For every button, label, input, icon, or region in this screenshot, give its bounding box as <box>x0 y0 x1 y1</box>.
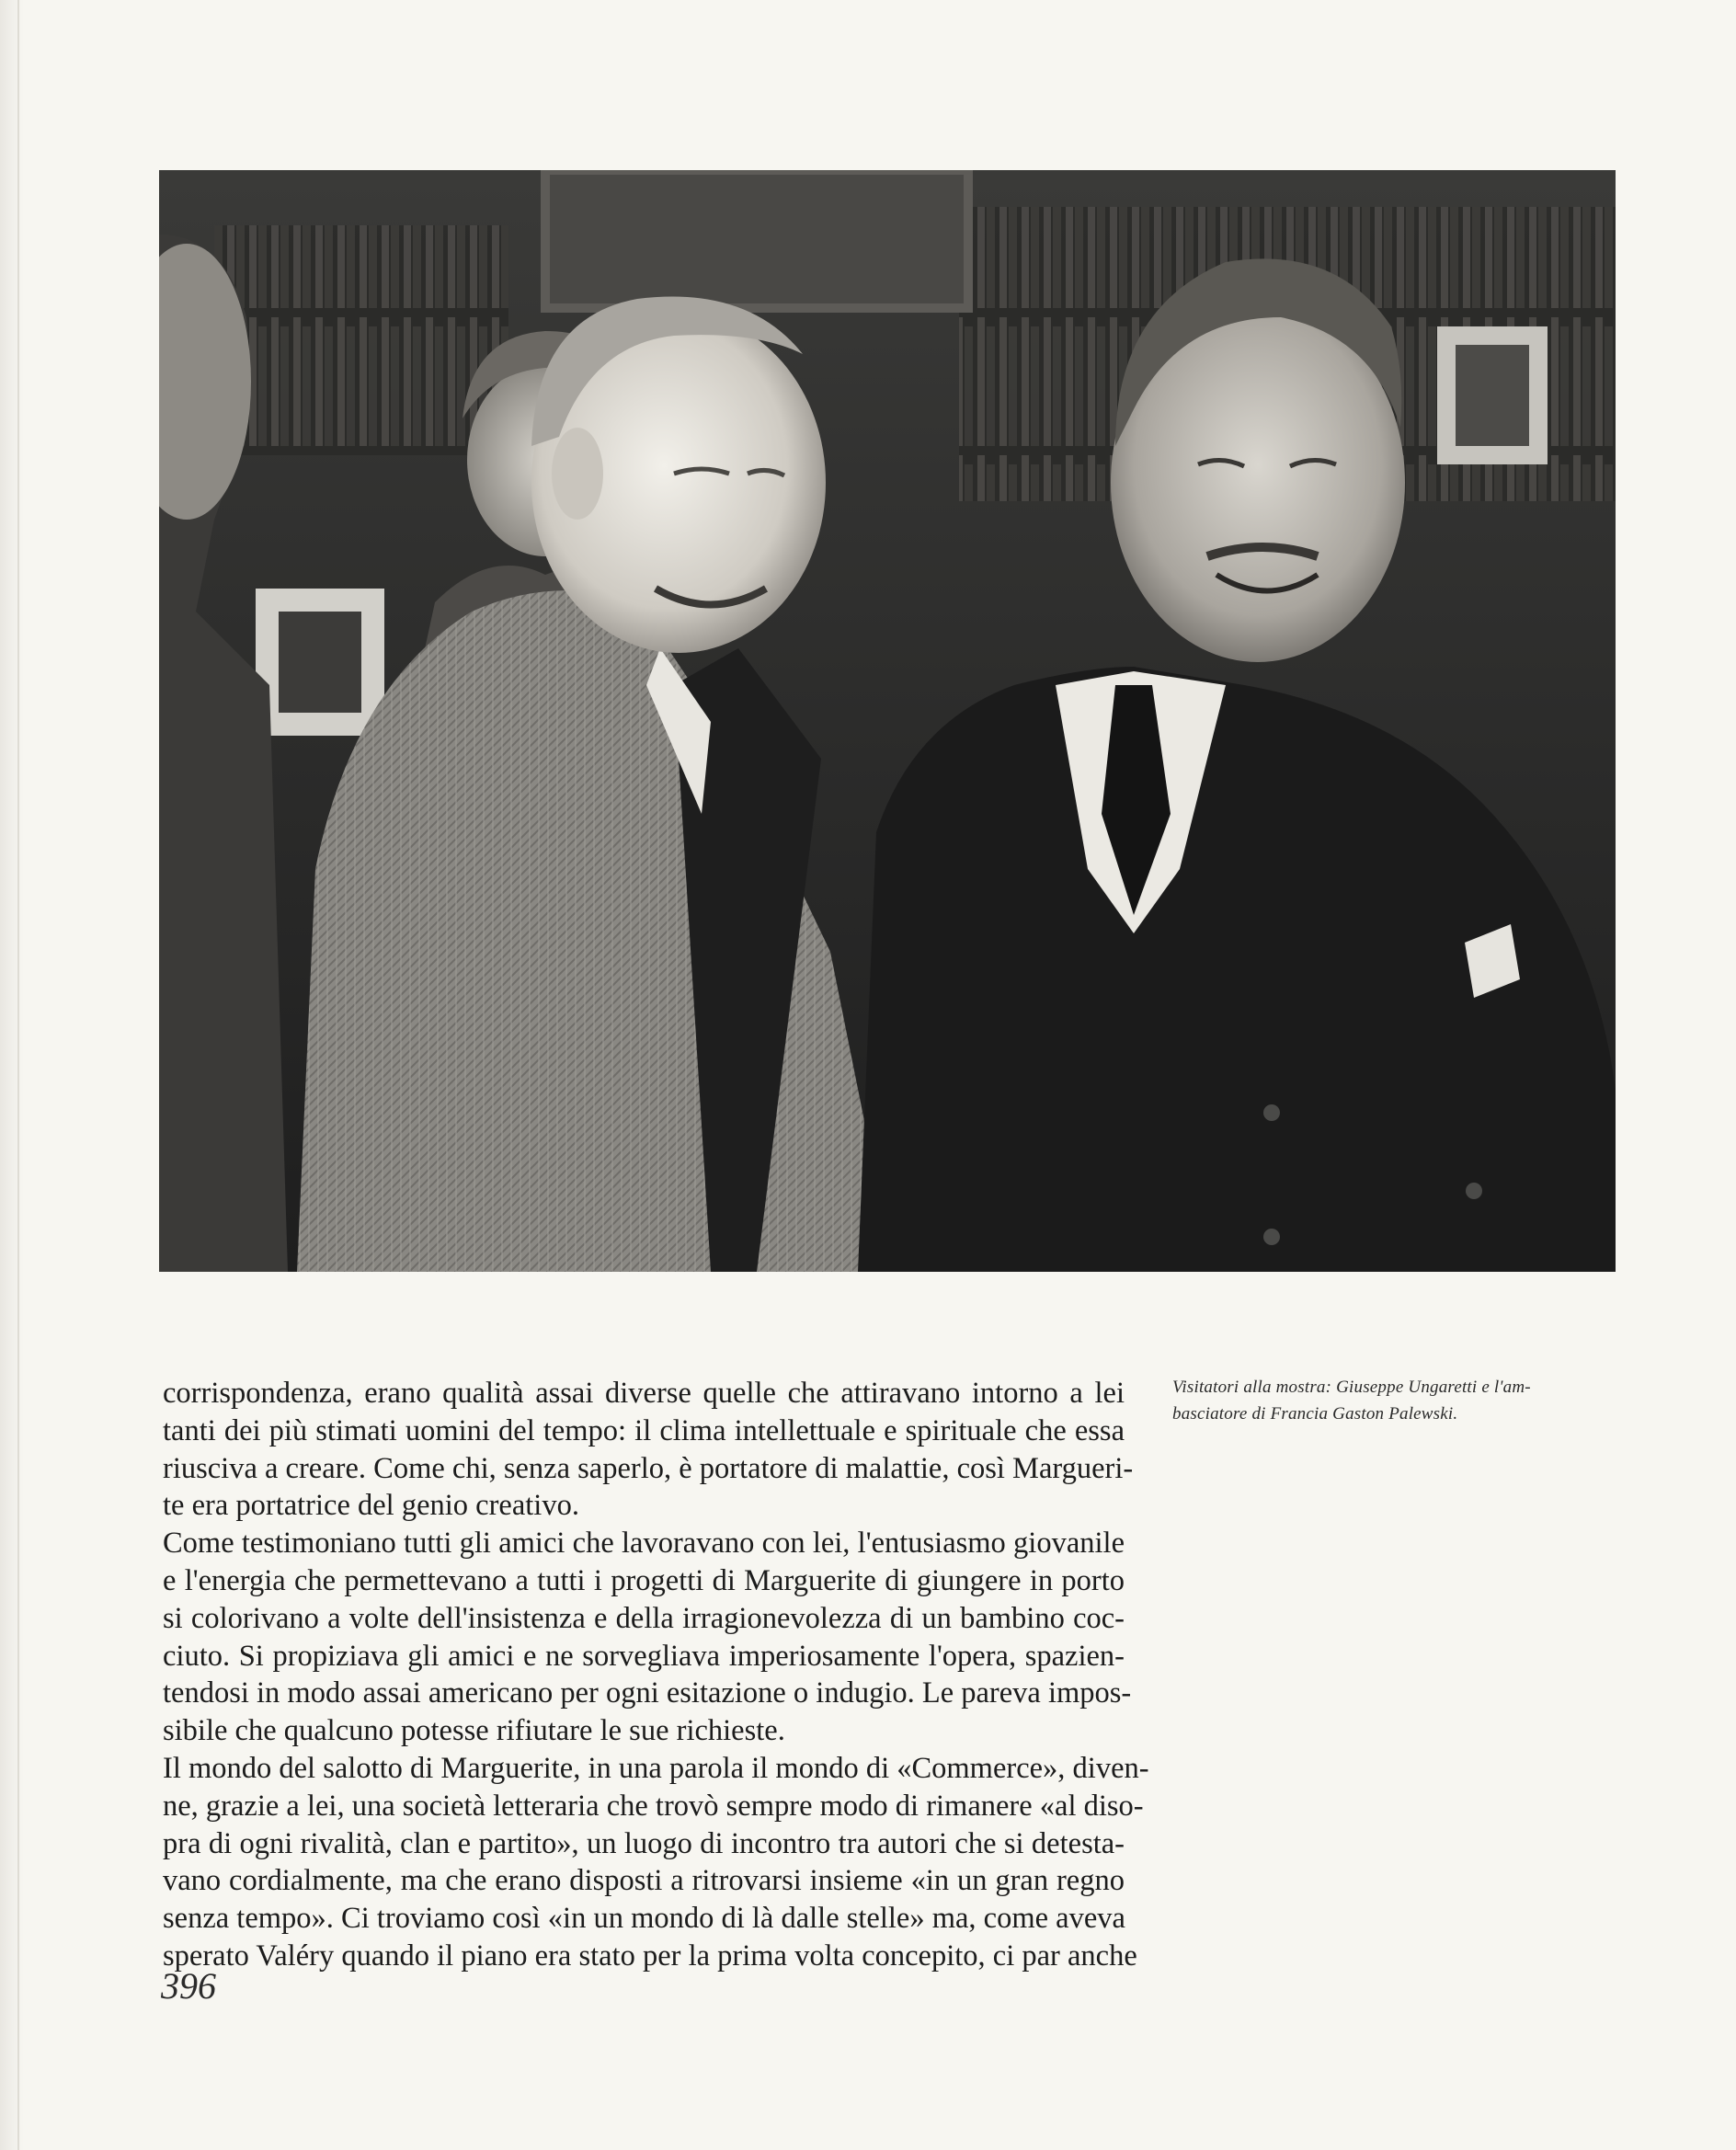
body-line: Come testimoniano tutti gli amici che lavoravano con lei, l'entusiasmo giovanile <box>163 1527 1125 1561</box>
photo-caption <box>1172 1374 1632 1427</box>
body-line: te era portatrice del genio creativo. <box>163 1489 579 1523</box>
body-line: tendosi in modo assai americano per ogni esitazione o indugio. Le pareva impos- <box>163 1676 1132 1710</box>
body-line: riusciva a creare. Come chi, senza saperlo, è portatore di malattie, così Margueri- <box>163 1451 1134 1485</box>
body-line: pra di ogni rivalità, clan e partito», un luogo di incontro tra autori che si detesta- <box>163 1826 1125 1860</box>
page-number: 396 <box>161 1965 216 2007</box>
body-line: ciuto. Si propiziava gli amici e ne sorvegliava imperiosamente l'opera, spazien- <box>163 1639 1125 1673</box>
body-line: sperato Valéry quando il piano era stato per la prima volta concepito, ci par anche <box>163 1938 1137 1973</box>
body-line: e l'energia che permettevano a tutti i progetti di Marguerite di giungere in porto <box>163 1563 1125 1597</box>
page-edge-shadow <box>0 0 24 2150</box>
exhibition-photograph <box>159 170 1616 1272</box>
page-edge-line <box>17 0 19 2150</box>
body-line: ne, grazie a lei, una società letteraria che trovò sempre modo di rimanere «al diso- <box>163 1789 1144 1823</box>
caption-line: Visitatori alla mostra: Giuseppe Ungaretti e l'am- <box>1172 1378 1531 1397</box>
body-line: si colorivano a volte dell'insistenza e della irragionevolezza di un bambino coc- <box>163 1601 1125 1635</box>
body-line: tanti dei più stimati uomini del tempo: il clima intellettuale e spirituale che essa <box>163 1413 1125 1447</box>
caption-line: basciatore di Francia Gaston Palewski. <box>1172 1404 1458 1424</box>
body-line: senza tempo». Ci troviamo così «in un mondo di là dalle stelle» ma, come aveva <box>163 1902 1125 1936</box>
photograph-illustration <box>159 170 1616 1272</box>
body-line: corrispondenza, erano qualità assai diverse quelle che attiravano intorno a lei <box>163 1377 1125 1410</box>
body-line: vano cordialmente, ma che erano disposti a ritrovarsi insieme «in un gran regno <box>163 1864 1125 1898</box>
body-text <box>163 1375 1149 1975</box>
body-line: sibile che qualcuno potesse rifiutare le sue richieste. <box>163 1714 785 1748</box>
body-line: Il mondo del salotto di Marguerite, in una parola il mondo di «Commerce», diven- <box>163 1751 1149 1785</box>
